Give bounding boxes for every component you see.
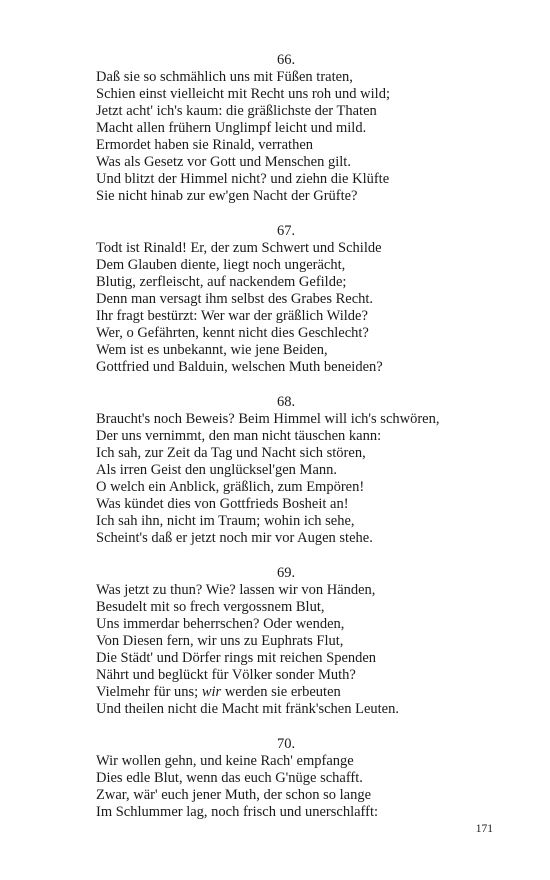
verse-line: Sie nicht hinab zur ew'gen Nacht der Grüfte? xyxy=(96,188,358,204)
verse-line: Wer, o Gefährten, kennt nicht dies Geschlecht? xyxy=(96,325,369,341)
verse-line: O welch ein Anblick, gräßlich, zum Empören! xyxy=(96,479,365,495)
stanza-number: 69. xyxy=(276,565,296,581)
verse-line: Nährt und beglückt für Völker sonder Muth? xyxy=(96,667,356,683)
verse-line-end: werden sie erbeuten xyxy=(221,684,341,700)
verse-line-with-emphasis xyxy=(96,684,476,701)
page-number: 171 xyxy=(475,823,493,835)
verse-line-start: Vielmehr für uns; xyxy=(96,684,202,700)
verse-line: Ermordet haben sie Rinald, verrathen xyxy=(96,137,314,153)
stanza-66 xyxy=(96,52,476,205)
verse-line: Und blitzt der Himmel nicht? und ziehn die Klüfte xyxy=(96,171,390,187)
verse-line: Braucht's noch Beweis? Beim Himmel will ich's schwören, xyxy=(96,411,440,427)
verse-line: Von Diesen fern, wir uns zu Euphrats Flut, xyxy=(96,633,344,649)
verse-line: Was jetzt zu thun? Wie? lassen wir von Händen, xyxy=(96,582,376,598)
stanza-number: 68. xyxy=(276,394,296,410)
verse-line: Was als Gesetz vor Gott und Menschen gilt. xyxy=(96,154,351,170)
stanza-number: 70. xyxy=(276,736,296,752)
verse-line: Blutig, zerfleischt, auf nackendem Gefilde; xyxy=(96,274,347,290)
verse-line: Daß sie so schmählich uns mit Füßen traten, xyxy=(96,69,353,85)
verse-line: Ich sah, zur Zeit da Tag und Nacht sich stören, xyxy=(96,445,366,461)
emphasized-word: wir xyxy=(201,684,222,700)
verse-line: Und theilen nicht die Macht mit fränk'schen Leuten. xyxy=(96,701,399,717)
stanza-68 xyxy=(96,394,476,547)
verse-line: Als irren Geist den unglücksel'gen Mann. xyxy=(96,462,338,478)
verse-line: Was kündet dies von Gottfrieds Bosheit an! xyxy=(96,496,349,512)
poem-text xyxy=(96,52,476,839)
verse-line: Der uns vernimmt, den man nicht täuschen kann: xyxy=(96,428,382,444)
verse-line: Die Städt' und Dörfer rings mit reichen Spenden xyxy=(96,650,377,666)
verse-line: Uns immerdar beherrschen? Oder wenden, xyxy=(96,616,345,632)
verse-line: Dem Glauben diente, liegt noch ungerächt, xyxy=(96,257,346,273)
stanza-69 xyxy=(96,565,476,718)
verse-line: Todt ist Rinald! Er, der zum Schwert und Schilde xyxy=(96,240,382,256)
stanza-67 xyxy=(96,223,476,376)
verse-line: Im Schlummer lag, noch frisch und unerschlafft: xyxy=(96,804,379,820)
verse-line: Macht allen frühern Unglimpf leicht und mild. xyxy=(96,120,367,136)
verse-line: Ich sah ihn, nicht im Traum; wohin ich sehe, xyxy=(96,513,355,529)
verse-line: Wem ist es unbekannt, wie jene Beiden, xyxy=(96,342,328,358)
verse-line: Gottfried und Balduin, welschen Muth beneiden? xyxy=(96,359,383,375)
verse-line: Ihr fragt bestürzt: Wer war der gräßlich Wilde? xyxy=(96,308,368,324)
verse-line: Zwar, wär' euch jener Muth, der schon so lange xyxy=(96,787,372,803)
stanza-number: 66. xyxy=(276,52,296,68)
verse-line: Schien einst vielleicht mit Recht uns roh und wild; xyxy=(96,86,390,102)
stanza-70 xyxy=(96,736,476,821)
verse-line: Dies edle Blut, wenn das euch G'nüge schafft. xyxy=(96,770,363,786)
verse-line: Jetzt acht' ich's kaum: die gräßlichste der Thaten xyxy=(96,103,377,119)
stanza-number: 67. xyxy=(276,223,296,239)
verse-line: Besudelt mit so frech vergossnem Blut, xyxy=(96,599,325,615)
verse-line: Scheint's daß er jetzt noch mir vor Augen stehe. xyxy=(96,530,373,546)
verse-line: Wir wollen gehn, und keine Rach' empfange xyxy=(96,753,354,769)
verse-line: Denn man versagt ihm selbst des Grabes Recht. xyxy=(96,291,374,307)
